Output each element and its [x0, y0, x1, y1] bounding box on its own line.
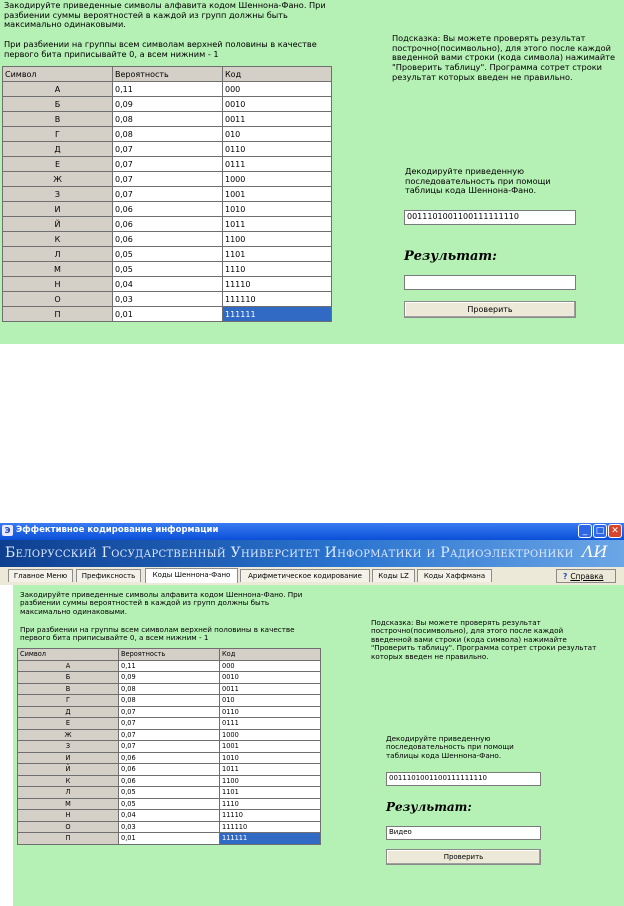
- table-row: [3, 217, 332, 232]
- table-row: [3, 142, 332, 157]
- column-header-code: Код: [220, 649, 321, 661]
- table-row: [3, 262, 332, 277]
- result-label-small: Результат:: [386, 800, 472, 814]
- symbol-cell: Г: [18, 695, 119, 707]
- tab-arithmetic[interactable]: Арифметическое кодирование: [240, 569, 370, 582]
- code-cell[interactable]: 1100: [220, 775, 321, 787]
- table-row: [3, 187, 332, 202]
- code-cell[interactable]: 000: [220, 660, 321, 672]
- code-cell[interactable]: 111110: [220, 821, 321, 833]
- probability-cell: 0,08: [113, 127, 223, 142]
- symbol-cell: З: [18, 741, 119, 753]
- column-header-probability: Вероятность: [119, 649, 220, 661]
- table-row: [3, 172, 332, 187]
- probability-cell: 0,06: [119, 764, 220, 776]
- help-icon: ?: [563, 572, 568, 581]
- code-cell[interactable]: 010: [223, 127, 332, 142]
- probability-cell: 0,08: [119, 695, 220, 707]
- probability-cell: 0,06: [113, 202, 223, 217]
- probability-cell: 0,09: [113, 97, 223, 112]
- column-header-code: Код: [223, 67, 332, 82]
- table-row: [3, 202, 332, 217]
- probability-cell: 0,04: [119, 810, 220, 822]
- probability-cell: 0,06: [113, 217, 223, 232]
- code-cell[interactable]: 111111: [223, 307, 332, 322]
- probability-cell: 0,05: [113, 247, 223, 262]
- tab-main-menu[interactable]: Главное Меню: [8, 569, 73, 582]
- code-cell[interactable]: 1110: [220, 798, 321, 810]
- code-cell[interactable]: 1101: [220, 787, 321, 799]
- table-row: [3, 232, 332, 247]
- symbol-cell: Д: [18, 706, 119, 718]
- table-row: [3, 97, 332, 112]
- code-cell[interactable]: 1000: [220, 729, 321, 741]
- probability-cell: 0,04: [113, 277, 223, 292]
- symbol-cell: Ж: [18, 729, 119, 741]
- check-button[interactable]: Проверить: [404, 301, 576, 318]
- result-label: Результат:: [404, 249, 497, 264]
- code-cell[interactable]: 000: [223, 82, 332, 97]
- table-row: [18, 833, 321, 845]
- code-cell[interactable]: 1010: [220, 752, 321, 764]
- probability-cell: 0,08: [119, 683, 220, 695]
- result-field[interactable]: [404, 275, 576, 290]
- symbol-cell: Б: [18, 672, 119, 684]
- help-button[interactable]: [556, 569, 616, 583]
- column-header-symbol: Символ: [3, 67, 113, 82]
- symbol-cell: Е: [18, 718, 119, 730]
- rule-text: При разбиении на группы всем символам верхней половины в качестве первого бита приписывайте 0, а всем нижним - 1: [4, 39, 317, 59]
- probability-cell: 0,07: [119, 718, 220, 730]
- probability-cell: 0,07: [113, 157, 223, 172]
- symbol-cell: Ж: [3, 172, 113, 187]
- table-row: [18, 810, 321, 822]
- code-cell[interactable]: 0011: [220, 683, 321, 695]
- code-cell[interactable]: 1001: [223, 187, 332, 202]
- table-row: [3, 292, 332, 307]
- table-row: [18, 683, 321, 695]
- probability-cell: 0,06: [113, 232, 223, 247]
- table-row: [3, 127, 332, 142]
- probability-cell: 0,03: [113, 292, 223, 307]
- probability-cell: 0,07: [113, 142, 223, 157]
- table-row: [3, 247, 332, 262]
- probability-cell: 0,07: [113, 187, 223, 202]
- probability-cell: 0,06: [119, 752, 220, 764]
- symbol-cell: И: [18, 752, 119, 764]
- table-row: [18, 798, 321, 810]
- symbol-cell: П: [3, 307, 113, 322]
- shannon-fano-panel: [13, 585, 624, 906]
- symbol-cell: М: [18, 798, 119, 810]
- symbol-cell: П: [18, 833, 119, 845]
- table-row: [18, 821, 321, 833]
- window-title-bar: [0, 523, 624, 540]
- maximize-icon[interactable]: □: [593, 524, 607, 538]
- rule-text-small: При разбиении на группы всем символам верхней половины в качестве первого бита приписывайте 0, а всем нижним - 1: [20, 625, 295, 643]
- probability-cell: 0,07: [113, 172, 223, 187]
- code-cell[interactable]: 1000: [223, 172, 332, 187]
- symbol-cell: В: [18, 683, 119, 695]
- probability-cell: 0,09: [119, 672, 220, 684]
- sequence-field-small[interactable]: 0011101001100111111110: [386, 772, 541, 786]
- task-text-small: Закодируйте приведенные символы алфавита кодом Шеннона-Фано. При разбиении суммы вероятностей в каждой из групп должны быть максимально одинаковыми.: [20, 590, 303, 616]
- code-cell[interactable]: 0010: [220, 672, 321, 684]
- probability-cell: 0,07: [119, 729, 220, 741]
- code-cell[interactable]: 1011: [223, 217, 332, 232]
- code-cell[interactable]: 1010: [223, 202, 332, 217]
- symbol-cell: Б: [3, 97, 113, 112]
- probability-cell: 0,01: [113, 307, 223, 322]
- task-text: Закодируйте приведенные символы алфавита кодом Шеннона-Фано. При разбиении суммы вероятностей в каждой из групп должны быть максимально одинаковыми.: [4, 0, 326, 30]
- decode-prompt: Декодируйте приведенную последовательность при помощи таблицы кода Шеннона-Фано.: [405, 166, 551, 196]
- column-header-symbol: Символ: [18, 649, 119, 661]
- symbol-cell: Й: [18, 764, 119, 776]
- column-header-probability: Вероятность: [113, 67, 223, 82]
- probability-cell: 0,01: [119, 833, 220, 845]
- symbol-cell: Е: [3, 157, 113, 172]
- table-row: [3, 82, 332, 97]
- code-cell[interactable]: 1011: [220, 764, 321, 776]
- help-label: Справка: [570, 572, 604, 581]
- table-row: [18, 787, 321, 799]
- symbol-cell: Н: [3, 277, 113, 292]
- probability-cell: 0,06: [119, 775, 220, 787]
- table-row: [18, 672, 321, 684]
- hint-text-small: Подсказка: Вы можете проверять результат построчно(посимвольно), для этого после каждой введенной вами строки (кода символа) нажимайте "Проверить таблицу". Программа сотрет строки результат которых введен не правильно.: [371, 618, 597, 661]
- university-banner: [0, 540, 624, 567]
- table-row: [3, 307, 332, 322]
- tab-lz[interactable]: Коды LZ: [372, 569, 415, 582]
- code-cell[interactable]: 1110: [223, 262, 332, 277]
- symbol-cell: Л: [3, 247, 113, 262]
- table-row: [18, 706, 321, 718]
- symbol-cell: Д: [3, 142, 113, 157]
- code-cell[interactable]: 1100: [223, 232, 332, 247]
- table-row: [3, 112, 332, 127]
- code-cell[interactable]: 0111: [223, 157, 332, 172]
- tab-shannon-fano[interactable]: Коды Шеннона-Фано: [145, 568, 238, 583]
- code-cell[interactable]: 111111: [220, 833, 321, 845]
- probability-cell: 0,07: [119, 706, 220, 718]
- symbol-cell: М: [3, 262, 113, 277]
- code-cell[interactable]: 0011: [223, 112, 332, 127]
- check-button-small[interactable]: Проверить: [386, 849, 541, 865]
- symbol-cell: О: [3, 292, 113, 307]
- table-row: [3, 157, 332, 172]
- code-cell[interactable]: 111110: [223, 292, 332, 307]
- sequence-field[interactable]: 0011101001100111111110: [404, 210, 576, 225]
- table-row: [18, 775, 321, 787]
- code-cell[interactable]: 11110: [223, 277, 332, 292]
- decode-prompt-small: Декодируйте приведенную последовательность при помощи таблицы кода Шеннона-Фано.: [386, 734, 514, 760]
- symbol-cell: З: [3, 187, 113, 202]
- university-logo: ΛИ: [582, 542, 608, 561]
- table-row: [18, 764, 321, 776]
- hint-text: Подсказка: Вы можете проверять результат построчно(посимвольно), для этого после каждой введенной вами строки (кода символа) нажимайте "Проверить таблицу". Программа сотрет строки результат которых введен не правильно.: [392, 33, 616, 82]
- code-cell[interactable]: 1001: [220, 741, 321, 753]
- code-cell[interactable]: 0111: [220, 718, 321, 730]
- symbol-cell: Й: [3, 217, 113, 232]
- symbol-cell: К: [3, 232, 113, 247]
- banner-text: Белорусский Государственный Университет Информатики и Радиоэлектроники: [5, 545, 574, 561]
- table-row: [18, 718, 321, 730]
- symbol-cell: Л: [18, 787, 119, 799]
- tab-bar: [0, 567, 624, 585]
- probability-cell: 0,03: [119, 821, 220, 833]
- probability-cell: 0,11: [119, 660, 220, 672]
- code-table: [2, 66, 332, 322]
- shannon-fano-panel-zoomed: [0, 0, 624, 344]
- symbol-cell: В: [3, 112, 113, 127]
- symbol-cell: Г: [3, 127, 113, 142]
- tab-huffman[interactable]: Коды Хаффмана: [417, 569, 492, 582]
- table-row: [18, 729, 321, 741]
- probability-cell: 0,05: [119, 798, 220, 810]
- code-cell[interactable]: 1101: [223, 247, 332, 262]
- result-field-small[interactable]: Видео: [386, 826, 541, 840]
- probability-cell: 0,07: [119, 741, 220, 753]
- table-row: [18, 660, 321, 672]
- app-icon: Э: [2, 525, 13, 536]
- table-row: [18, 741, 321, 753]
- symbol-cell: А: [3, 82, 113, 97]
- probability-cell: 0,08: [113, 112, 223, 127]
- code-cell[interactable]: 11110: [220, 810, 321, 822]
- tab-prefix[interactable]: Префиксность: [76, 569, 141, 582]
- code-cell[interactable]: 0110: [220, 706, 321, 718]
- symbol-cell: О: [18, 821, 119, 833]
- probability-cell: 0,11: [113, 82, 223, 97]
- window-title: Эффективное кодирование информации: [16, 525, 219, 535]
- symbol-cell: И: [3, 202, 113, 217]
- code-cell[interactable]: 0010: [223, 97, 332, 112]
- probability-cell: 0,05: [119, 787, 220, 799]
- minimize-icon[interactable]: _: [578, 524, 592, 538]
- symbol-cell: Н: [18, 810, 119, 822]
- table-row: [18, 695, 321, 707]
- table-row: [18, 752, 321, 764]
- symbol-cell: К: [18, 775, 119, 787]
- table-row: [3, 277, 332, 292]
- symbol-cell: А: [18, 660, 119, 672]
- close-icon[interactable]: ✕: [608, 524, 622, 538]
- code-cell[interactable]: 010: [220, 695, 321, 707]
- code-table-small: [17, 648, 321, 845]
- probability-cell: 0,05: [113, 262, 223, 277]
- code-cell[interactable]: 0110: [223, 142, 332, 157]
